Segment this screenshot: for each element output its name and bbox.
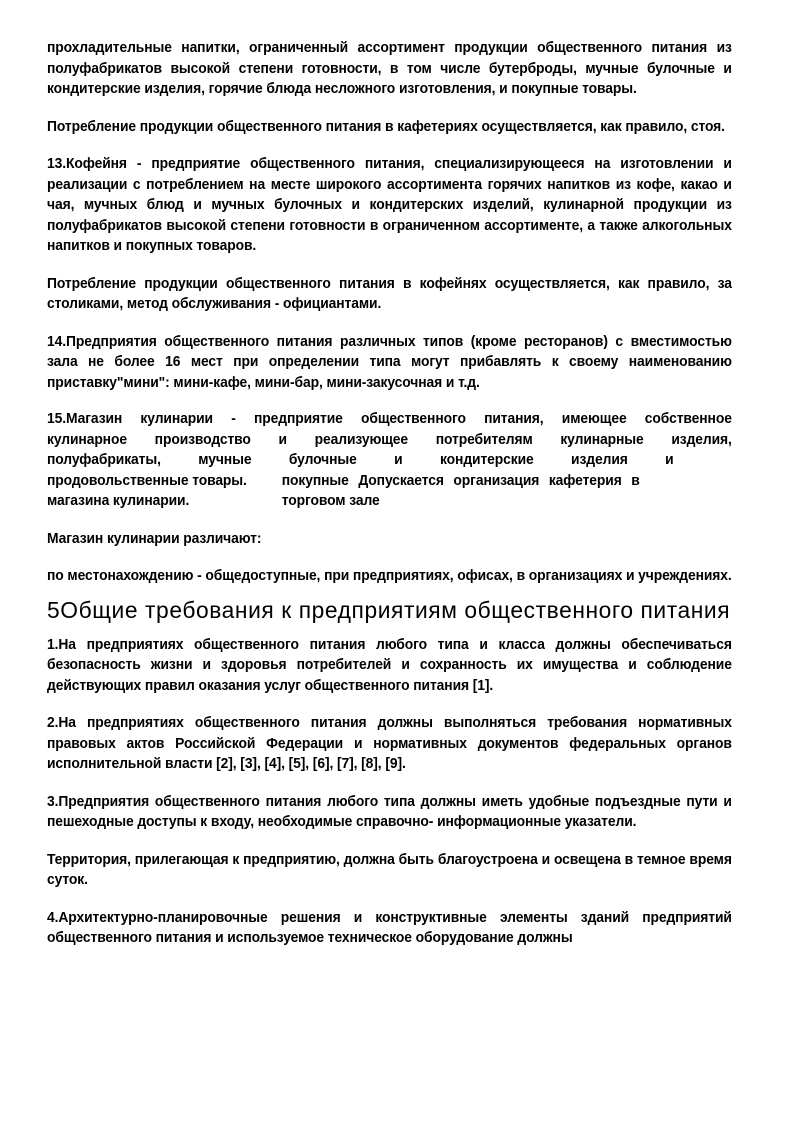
paragraph-15-culinary-shop: [47, 409, 732, 512]
p15-line-5-right: торговом зале: [281, 493, 380, 509]
p15-word: мучные: [198, 452, 252, 468]
p15-line-1: 15.Магазин кулинарии - предприятие общественного питания, имеющее собственное: [47, 411, 732, 427]
paragraph-requirement-3: 3.Предприятия общественного питания любого типа должны иметь удобные подъездные пути и пешеходные доступы к входу, необходимые справочно- информационные указатели.: [47, 793, 732, 830]
document-page: [47, 38, 732, 949]
p15-line-5-left: магазина кулинарии.: [47, 493, 190, 509]
p15-line-3: [47, 450, 732, 471]
p15-line-4-right: покупные Допускается организация кафетерия в: [281, 472, 640, 489]
p15-line-5: [47, 491, 732, 512]
paragraph-requirement-1: 1.На предприятиях общественного питания любого типа и класса должны обеспечиваться безопасность жизни и здоровья потребителей и сохранность их имущества и соблюдение действующих правил оказания услуг общественного питания [1].: [47, 636, 732, 694]
p15-line-2: кулинарное производство и реализующее потребителям кулинарные изделия,: [47, 431, 732, 448]
paragraph-cafeteria-consumption: Потребление продукции общественного питания в кафетериях осуществляется, как правило, стоя.: [47, 118, 725, 135]
paragraph-territory: Территория, прилегающая к предприятию, должна быть благоустроена и освещена в темное время суток.: [47, 851, 732, 888]
p15-word: и: [665, 452, 674, 468]
paragraph-requirement-2: 2.На предприятиях общественного питания должны выполняться требования нормативных правовых актов Российской Федерации и нормативных документов федеральных органов исполнительной власти [2], [3], [4], [5], [6], [7], [8], [9].: [47, 715, 732, 772]
paragraph-14-mini: 14.Предприятия общественного питания различных типов (кроме ресторанов) с вместимостью зала не более 16 мест при определении типа могут прибавлять к своему наименованию приставку"мини": мини-кафе, мини-бар, мини-закусочная и т.д.: [47, 333, 732, 391]
paragraph-13-coffee-house: 13.Кофейня - предприятие общественного питания, специализирующееся на изготовлении и реализации с потреблением на месте широкого ассортимента горячих напитков из кофе, какао и чая, мучных блюд и мучных булочных и кондитерских изделий, кулинарной продукции из полуфабрикатов высокой степени готовности в ограниченном ассортименте, а также алкогольных напитков и покупных товаров.: [47, 156, 732, 254]
paragraph-cafeteria-assortment: прохладительные напитки, ограниченный ассортимент продукции общественного питания из полуфабрикатов высокой степени готовности, в том числе бутерброды, мучные булочные и кондитерские изделия, горячие блюда несложного изготовления, и покупные товары.: [47, 40, 732, 97]
p15-word: кондитерские: [440, 452, 534, 468]
p15-word: и: [394, 452, 403, 468]
paragraph-requirement-4: 4.Архитектурно-планировочные решения и конструктивные элементы зданий предприятий общественного питания и используемое техническое оборудование должны: [47, 909, 732, 946]
p15-word: изделия: [571, 452, 628, 468]
paragraph-by-location: по местонахождению - общедоступные, при предприятиях, офисах, в организациях и учреждениях.: [47, 568, 732, 584]
p15-word: булочные: [288, 452, 357, 468]
p15-line-4-left: продовольственные товары.: [47, 472, 247, 489]
p15-word: полуфабрикаты,: [47, 452, 161, 468]
p15-line-4: [47, 471, 732, 492]
paragraph-culinary-shop-kinds: Магазин кулинарии различают:: [47, 530, 262, 547]
paragraph-coffee-house-consumption: Потребление продукции общественного питания в кофейнях осуществляется, как правило, за столиками, метод обслуживания - официантами.: [47, 275, 732, 312]
section-heading: 5Общие требования к предприятиям общественного питания: [47, 596, 731, 623]
